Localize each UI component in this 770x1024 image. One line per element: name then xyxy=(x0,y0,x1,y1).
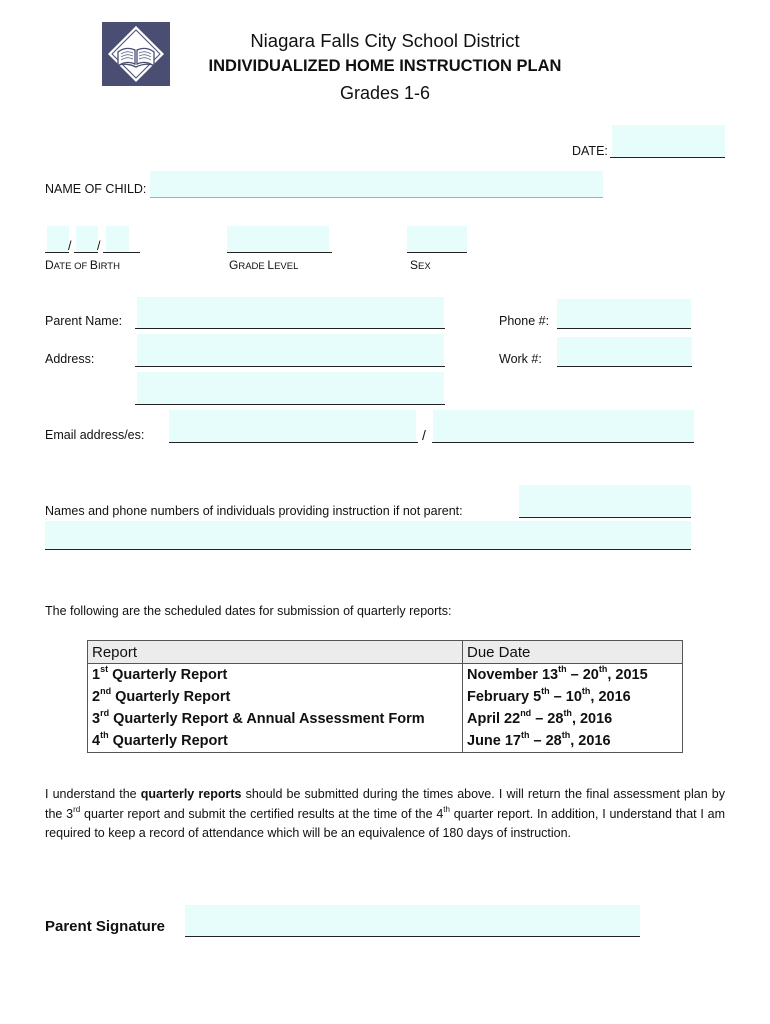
table-row xyxy=(88,686,683,708)
email-separator: / xyxy=(422,427,426,443)
table-row xyxy=(88,730,683,753)
dob-separator: / xyxy=(68,239,72,253)
child-name-field[interactable] xyxy=(150,171,603,198)
parent-name-field[interactable] xyxy=(137,297,444,329)
sex-caption: SEX xyxy=(410,258,431,272)
due-date-cell: April 22nd – 28th, 2016 xyxy=(463,708,683,730)
grade-level-field[interactable] xyxy=(227,226,329,252)
phone-field[interactable] xyxy=(557,299,691,329)
dob-year-underline xyxy=(103,252,140,253)
dob-year-field[interactable] xyxy=(106,226,129,252)
work-phone-underline xyxy=(557,366,692,367)
dob-day-underline xyxy=(74,252,98,253)
address-line2-field[interactable] xyxy=(137,372,444,404)
report-cell: 2nd Quarterly Report xyxy=(88,686,463,708)
parent-signature-label: Parent Signature xyxy=(45,918,166,935)
reports-intro: The following are the scheduled dates for submission of quarterly reports: xyxy=(45,604,452,618)
parent-name-label: Parent Name: xyxy=(45,314,123,328)
dob-month-field[interactable] xyxy=(47,226,72,253)
email-field-2[interactable] xyxy=(433,410,694,442)
instructors-1-underline xyxy=(519,517,691,518)
instructors-label: Names and phone numbers of individuals providing instruction if not parent: xyxy=(45,504,463,518)
due-date-cell: February 5th – 10th, 2016 xyxy=(463,686,683,708)
sex-underline xyxy=(407,252,467,253)
due-date-cell: November 13th – 20th, 2015 xyxy=(463,664,683,687)
report-cell: 3rd Quarterly Report & Annual Assessment Form xyxy=(88,708,463,730)
instructors-field-2[interactable] xyxy=(45,521,691,549)
parent-name-underline xyxy=(135,328,445,329)
work-label: Work #: xyxy=(499,352,542,366)
grade-level-caption: GRADE LEVEL xyxy=(229,258,299,272)
dob-caption: DATE OF BIRTH xyxy=(45,258,120,272)
address-label: Address: xyxy=(45,352,95,366)
date-label: DATE: xyxy=(572,144,608,158)
report-column-header: Report xyxy=(88,641,463,664)
phone-label: Phone #: xyxy=(499,314,550,328)
dob-month-underline xyxy=(45,252,69,253)
quarterly-reports-table xyxy=(87,640,683,753)
report-cell: 1st Quarterly Report xyxy=(88,664,463,687)
table-row xyxy=(88,664,683,687)
report-cell: 4th Quarterly Report xyxy=(88,730,463,753)
child-name-label: NAME OF CHILD: xyxy=(45,182,147,196)
instructors-2-underline xyxy=(45,549,691,550)
due-date-cell: June 17th – 28th, 2016 xyxy=(463,730,683,753)
table-header-row xyxy=(88,641,683,664)
parent-signature-field[interactable] xyxy=(185,905,640,937)
phone-underline xyxy=(557,328,691,329)
email-1-underline xyxy=(169,442,418,443)
grades-subtitle: Grades 1-6 xyxy=(339,83,431,103)
email-2-underline xyxy=(432,442,694,443)
date-underline xyxy=(610,157,725,158)
instructors-field-1[interactable] xyxy=(519,485,691,518)
table-row xyxy=(88,708,683,730)
grade-level-underline xyxy=(227,252,332,253)
form-title: INDIVIDUALIZED HOME INSTRUCTION PLAN xyxy=(208,57,562,75)
sex-field[interactable] xyxy=(407,226,467,252)
address-line1-field[interactable] xyxy=(137,334,444,366)
due-date-column-header: Due Date xyxy=(463,641,683,664)
dob-day-field[interactable] xyxy=(76,226,101,253)
address-line1-underline xyxy=(135,366,445,367)
parent-statement: I understand the quarterly reports should be submitted during the times above. I will return the final assessment plan by the 3rd quarter report and submit the certified results at the time of the 4th quarter report. In addition, I understand that I am required to keep a record of attendance which will be an equivalence of 180 days of instruction. xyxy=(45,787,726,840)
district-name: Niagara Falls City School District xyxy=(250,30,520,51)
address-line2-underline xyxy=(135,404,445,405)
work-phone-field[interactable] xyxy=(557,337,692,367)
signature-underline xyxy=(185,936,640,937)
email-label: Email address/es: xyxy=(45,428,145,442)
dob-separator: / xyxy=(97,239,101,253)
email-field-1[interactable] xyxy=(169,410,416,442)
date-field[interactable] xyxy=(612,125,725,158)
